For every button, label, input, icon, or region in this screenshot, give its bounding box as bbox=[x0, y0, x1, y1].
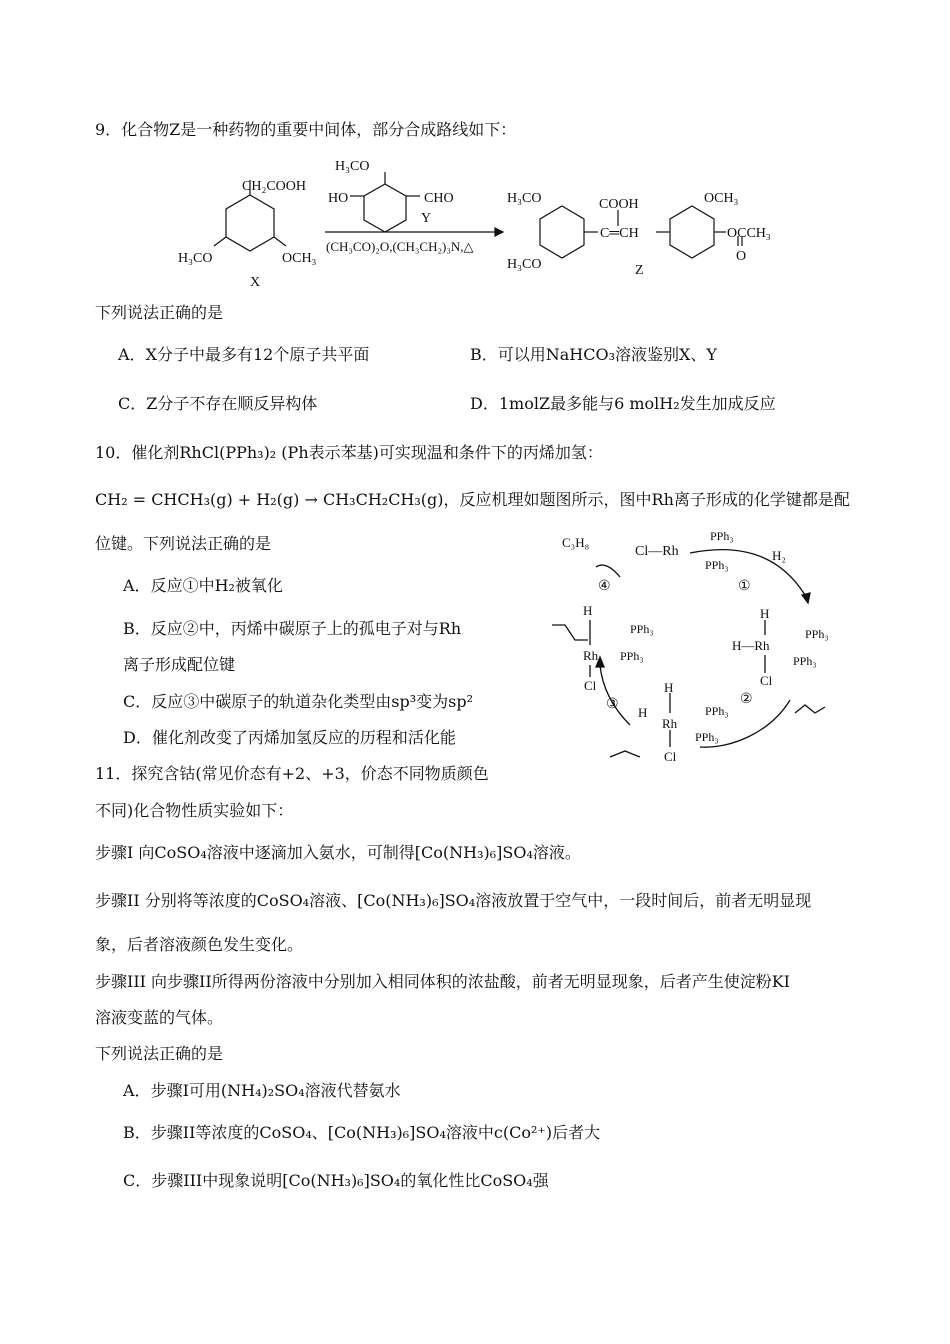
q11-option-c: C．步骤III中现象说明[Co(NH₃)₆]SO₄的氧化性比CoSO₄强 bbox=[123, 1171, 549, 1190]
q10-option-b: B．反应②中，丙烯中碳原子上的孤电子对与Rh bbox=[123, 619, 462, 638]
z-substituent-ome2: H₃CO bbox=[507, 257, 542, 272]
cycle-right-cl: Cl bbox=[760, 673, 773, 688]
z-substituent-ome1: H₃CO bbox=[507, 191, 542, 206]
q10-option-c: C．反应③中碳原子的轨道杂化类型由sp³变为sp² bbox=[123, 692, 473, 711]
z-vinyl: C═CH bbox=[600, 226, 639, 241]
cycle-bottom-pph3-b: PPh₃ bbox=[695, 730, 719, 744]
x-substituent-left: H₃CO bbox=[178, 251, 213, 266]
cycle-product-propane: C₃H₈ bbox=[562, 535, 590, 550]
q10-stem-line2: CH₂ = CHCH₃(g) + H₂(g) → CH₃CH₂CH₃(g)，反应机理如题图所示，图中Rh离子形成的化学键都是配 bbox=[95, 490, 850, 509]
z-substituent-ome3: OCH₃ bbox=[704, 191, 739, 206]
q11-step-2-line2: 象，后者溶液颜色发生变化。 bbox=[95, 935, 304, 954]
y-substituent-cho: CHO bbox=[424, 191, 454, 206]
q10-option-b-cont: 离子形成配位键 bbox=[123, 655, 236, 674]
q10-stem-line1: 10．催化剂RhCl(PPh₃)₂ (Ph表示苯基)可实现温和条件下的丙烯加氢： bbox=[95, 443, 603, 462]
y-substituent-ome: H₃CO bbox=[335, 159, 370, 174]
cycle-step-1: ① bbox=[738, 579, 751, 594]
q9-prompt: 下列说法正确的是 bbox=[95, 303, 224, 322]
cycle-left-pph3-b: PPh₃ bbox=[620, 649, 644, 663]
cycle-top-pph3-b: PPh₃ bbox=[705, 558, 729, 572]
z-carbonyl-o: O bbox=[736, 249, 747, 264]
q11-step-2-line1: 步骤II 分别将等浓度的CoSO₄溶液、[Co(NH₃)₆]SO₄溶液放置于空气中，一段时间后，前者无明显现 bbox=[95, 891, 812, 910]
z-label: Z bbox=[635, 263, 644, 278]
q11-stem-line1: 11．探究含钴(常见价态有+2、+3，价态不同物质颜色 bbox=[95, 764, 489, 783]
cycle-left-h: H bbox=[583, 603, 593, 618]
cycle-step-3: ③ bbox=[606, 697, 619, 712]
x-label: X bbox=[250, 275, 261, 290]
q9-option-c: C．Z分子不存在顺反异构体 bbox=[118, 394, 318, 413]
q10-catalytic-cycle bbox=[540, 525, 850, 765]
q11-step-3-line1: 步骤III 向步骤II所得两份溶液中分别加入相同体积的浓盐酸，前者无明显现象，后者产生使淀粉KI bbox=[95, 972, 790, 991]
q11-option-b: B．步骤II等浓度的CoSO₄、[Co(NH₃)₆]SO₄溶液中c(Co²⁺)后者大 bbox=[123, 1123, 601, 1142]
y-label: Y bbox=[421, 211, 432, 226]
cycle-reactant-h2: H₂ bbox=[772, 548, 786, 563]
cycle-bottom-h-top: H bbox=[664, 680, 674, 695]
cycle-top-complex: Cl—Rh bbox=[635, 544, 679, 559]
cycle-bottom-pph3-a: PPh₃ bbox=[705, 704, 729, 718]
cycle-bottom-cl: Cl bbox=[664, 749, 677, 764]
x-substituent-top: CH₂COOH bbox=[242, 179, 306, 194]
q11-option-a: A．步骤I可用(NH₄)₂SO₄溶液代替氨水 bbox=[123, 1081, 401, 1100]
q11-prompt: 下列说法正确的是 bbox=[95, 1044, 224, 1063]
z-substituent-oac: OCCH₃ bbox=[727, 226, 771, 241]
q10-option-d: D．催化剂改变了丙烯加氢反应的历程和活化能 bbox=[123, 728, 456, 747]
q9-stem: 9．化合物Z是一种药物的重要中间体，部分合成路线如下： bbox=[95, 120, 517, 139]
cycle-step-2: ② bbox=[740, 692, 753, 707]
cycle-left-cl: Cl bbox=[584, 678, 597, 693]
cycle-right-h-rh: H—Rh bbox=[732, 638, 770, 653]
q9-option-d: D．1molZ最多能与6 molH₂发生加成反应 bbox=[470, 394, 776, 413]
x-substituent-right: OCH₃ bbox=[282, 251, 317, 266]
q9-reaction-scheme bbox=[0, 150, 950, 290]
y-substituent-ho: HO bbox=[328, 191, 349, 206]
q10-stem-line3: 位键。下列说法正确的是 bbox=[95, 534, 272, 553]
cycle-top-pph3-a: PPh₃ bbox=[710, 529, 734, 543]
q11-step-3-line2: 溶液变蓝的气体。 bbox=[95, 1008, 224, 1027]
q10-option-a: A．反应①中H₂被氧化 bbox=[123, 576, 283, 595]
reaction-conditions: (CH₃CO)₂O,(CH₃CH₂)₃N,△ bbox=[326, 239, 474, 254]
cycle-bottom-rh: Rh bbox=[662, 716, 678, 731]
cycle-right-pph3-b: PPh₃ bbox=[793, 654, 817, 668]
cycle-right-h: H bbox=[760, 606, 770, 621]
q9-option-b: B．可以用NaHCO₃溶液鉴别X、Y bbox=[470, 345, 717, 364]
z-substituent-cooh: COOH bbox=[599, 197, 639, 212]
cycle-bottom-h-left: H bbox=[638, 705, 648, 720]
cycle-left-pph3-a: PPh₃ bbox=[630, 622, 654, 636]
q11-stem-line2: 不同)化合物性质实验如下： bbox=[95, 801, 294, 820]
cycle-step-4: ④ bbox=[598, 579, 611, 594]
q11-step-1: 步骤I 向CoSO₄溶液中逐滴加入氨水，可制得[Co(NH₃)₆]SO₄溶液。 bbox=[95, 843, 581, 862]
q9-option-a: A．X分子中最多有12个原子共平面 bbox=[118, 345, 370, 364]
cycle-right-pph3-a: PPh₃ bbox=[805, 627, 829, 641]
cycle-left-rh: Rh bbox=[583, 648, 599, 663]
